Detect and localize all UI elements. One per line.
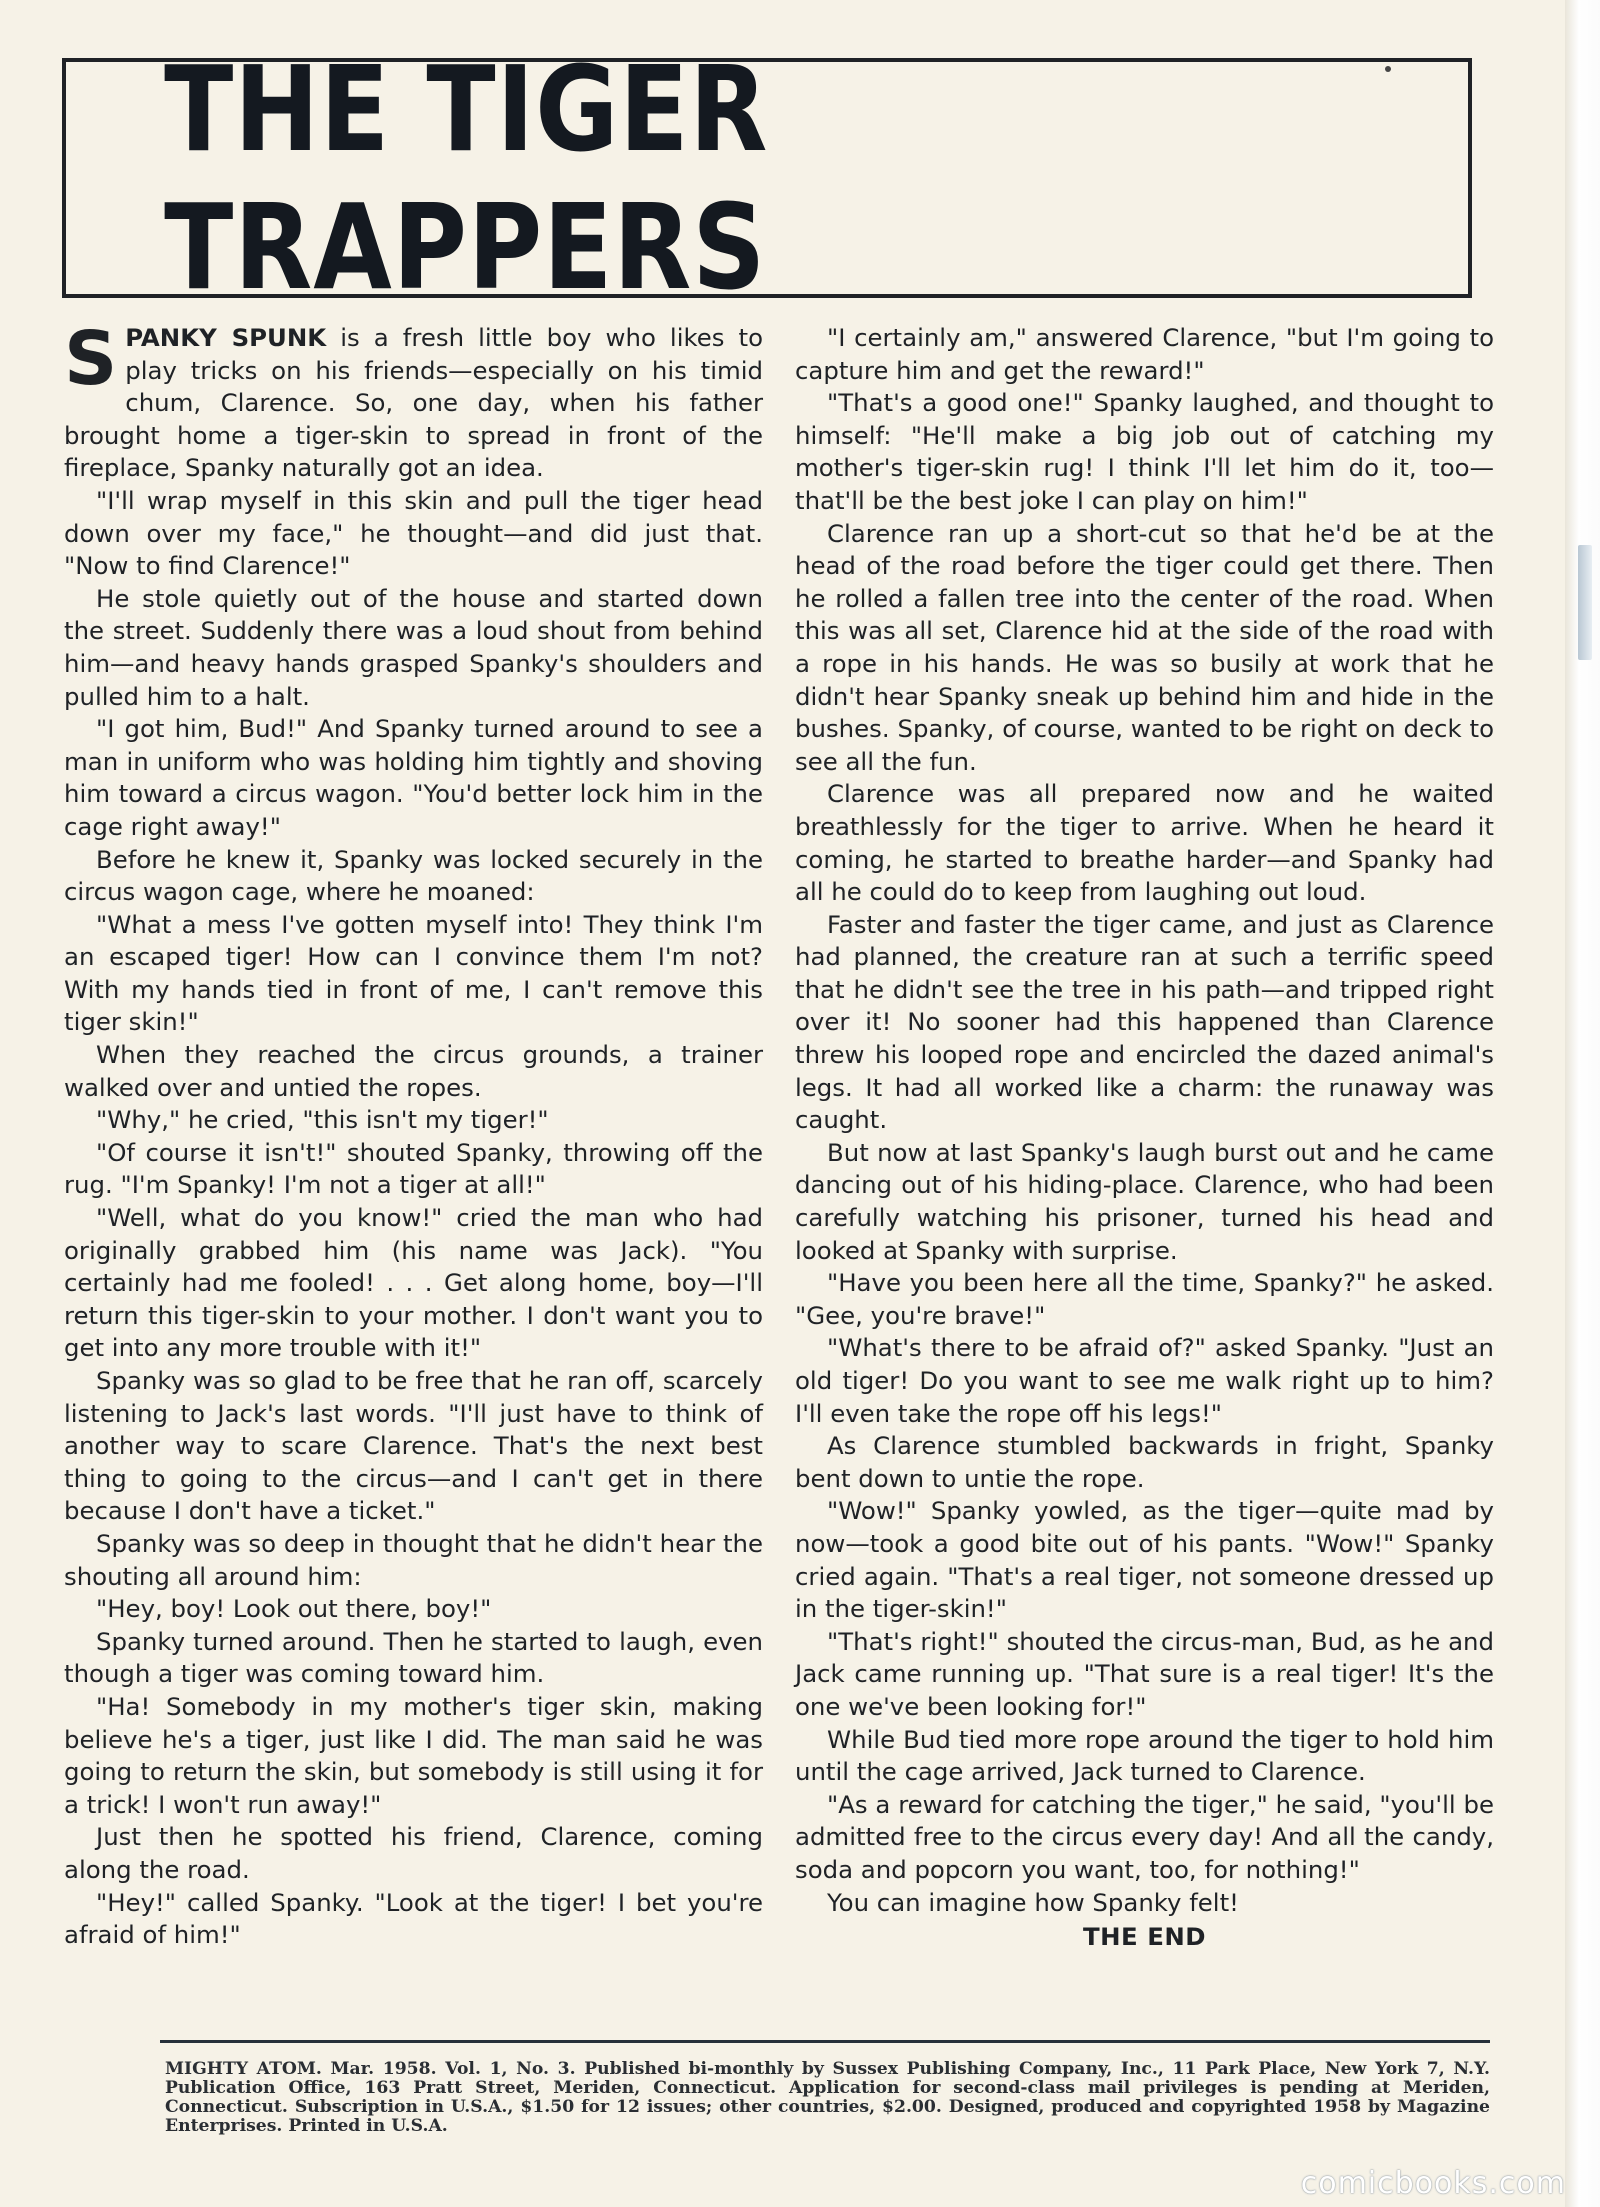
story-paragraph: Before he knew it, Spanky was locked securely in the circus wagon cage, where he moaned: [64,844,763,907]
story-paragraph: "Why," he cried, "this isn't my tiger!" [96,1105,549,1135]
story-paragraph: "I certainly am," answered Clarence, "but I'm going to capture him and get the reward!" [795,323,1494,385]
story-paragraph: "Well, what do you know!" cried the man who had originally grabbed him (his name was Jack). "You certainly had me fooled! . . . Get along home, boy—I'll return this tiger-skin to your mother. I don't want you to get into any more trouble with it!" [64,1203,763,1363]
story-paragraph: He stole quietly out of the house and started down the street. Suddenly there was a loud shout from behind him—and heavy hands grasped Spanky's shoulders and pulled him to a halt. [64,583,763,711]
story-paragraph: "Ha! Somebody in my mother's tiger skin, making believe he's a tiger, just like I did. The man said he was going to return the skin, but somebody is still using it for a trick! I won't run away!" [64,1691,763,1819]
story-paragraph: "What's there to be afraid of?" asked Spanky. "Just an old tiger! Do you want to see me walk right up to him? I'll even take the rope off his legs!" [795,1333,1494,1428]
watermark: comicbooks.com [1300,2166,1566,2201]
story-paragraph: As Clarence stumbled backwards in fright, Spanky bent down to untie the rope. [795,1431,1494,1493]
page-edge [1565,0,1600,2207]
story-paragraph: "That's a good one!" Spanky laughed, and thought to himself: "He'll make a big job out of catching my mother's tiger-skin rug! I think I'll let him do it, too—that'll be the best joke I can play on him!" [795,388,1494,515]
story-paragraph: While Bud tied more rope around the tiger to hold him until the cage arrived, Jack turned to Clarence. [795,1724,1494,1787]
first-paragraph-text: is a fresh little boy who likes to play tricks on his friends—especially on his timid chum, Clarence. So, one day, when his father brought home a tiger-skin to spread in front of the fireplace, Spanky naturally got an idea. [64,323,763,483]
first-paragraph [64,316,763,485]
story-paragraph: But now at last Spanky's laugh burst out and he came dancing out of his hiding-place. Clarence, who had been carefully watching his prisoner, turned his head and looked at Spanky with surprise. [795,1137,1494,1265]
story-paragraph: "Hey!" called Spanky. "Look at the tiger! I bet you're afraid of him!" [64,1887,763,1950]
story-paragraph: Clarence ran up a short-cut so that he'd be at the head of the road before the tiger could get there. Then he rolled a fallen tree into the center of the road. When this was all set, Clarence hid at the side of the road with a rope in his hands. He was so busily at work that he didn't hear Spanky sneak up behind him and hide in the bushes. Spanky, of course, wanted to be right on deck to see all the fun. [795,518,1494,776]
drop-cap: S [64,316,118,402]
story-title: THE TIGER TRAPPERS [164,40,769,316]
story-paragraph: "I got him, Bud!" And Spanky turned around to see a man in uniform who was holding him tightly and shoving him toward a circus wagon. "You'd better lock him in the cage right away!" [64,714,763,841]
title-box [62,40,1472,316]
story-paragraph: Clarence was all prepared now and he waited breathlessly for the tiger to arrive. When he heard it coming, he started to breathe harder—and Spanky had all he could do to keep from laughing out loud. [795,779,1494,907]
story-paragraph: "That's right!" shouted the circus-man, Bud, as he and Jack came running up. "That sure is a real tiger! It's the one we've been looking for!" [795,1626,1494,1721]
story-paragraph: Faster and faster the tiger came, and just as Clarence had planned, the creature ran at such a terrific speed that he didn't see the tree in his path—and tripped right over it! No sooner had this happened than Clarence threw his looped rope and encircled the dazed animal's legs. It had all worked like a charm: the runaway was caught. [795,909,1494,1135]
story-text [64,316,1494,2047]
story-paragraph: "Have you been here all the time, Spanky?" he asked. "Gee, you're brave!" [795,1268,1494,1330]
print-speck [1385,66,1391,72]
story-paragraph: Spanky turned around. Then he started to laugh, even though a tiger was coming toward him. [64,1626,763,1689]
page-edge-tab [1578,545,1592,660]
story-paragraph: "As a reward for catching the tiger," he said, "you'll be admitted free to the circus every day! And all the candy, soda and popcorn you want, too, for nothing!" [795,1789,1494,1884]
the-end-label: THE END [1082,1922,1207,1952]
publication-indicia: MIGHTY ATOM. Mar. 1958. Vol. 1, No. 3. Published bi-monthly by Sussex Publishing Company, Inc., 11 Park Place, New York 7, N.Y. Publication Office, 163 Pratt Street, Meriden, Connecticut. Application for second-class mail privileges is pending at Meriden, Connecticut. Subscription in U.S.A., $1.50 for 12 issues; other countries, $2.00. Designed, produced and copyrighted 1958 by Magazine Enterprises. Printed in U.S.A. [165,2059,1490,2136]
story-paragraph: When they reached the circus grounds, a trainer walked over and untied the ropes. [64,1040,763,1102]
story-paragraph: "I'll wrap myself in this skin and pull the tiger head down over my face," he thought—and did just that. "Now to find Clarence!" [64,485,763,581]
lead-in: PANKY SPUNK [125,323,327,352]
indicia-divider [160,2040,1490,2043]
story-paragraph: Spanky was so glad to be free that he ran off, scarcely listening to Jack's last words. "I'll just have to think of another way to scare Clarence. That's the next best thing to going to the circus—and I can't get in there because I don't have a ticket." [64,1366,763,1526]
story-paragraph: "What a mess I've gotten myself into! They think I'm an escaped tiger! How can I convince them I'm not? With my hands tied in front of me, I can't remove this tiger skin!" [64,909,763,1037]
story-paragraph: "Of course it isn't!" shouted Spanky, throwing off the rug. "I'm Spanky! I'm not a tiger at all!" [64,1137,763,1200]
story-paragraph: "Wow!" Spanky yowled, as the tiger—quite mad by now—took a good bite out of his pants. "Wow!" Spanky cried again. "That's a real tiger, not someone dressed up in the tiger-skin!" [795,1496,1494,1624]
story-paragraph: Spanky was so deep in thought that he didn't hear the shouting all around him: [64,1528,763,1591]
story-paragraph: "Hey, boy! Look out there, boy!" [96,1594,492,1624]
story-paragraph: Just then he spotted his friend, Clarence, coming along the road. [64,1822,763,1884]
story-paragraph: You can imagine how Spanky felt! [827,1887,1239,1917]
